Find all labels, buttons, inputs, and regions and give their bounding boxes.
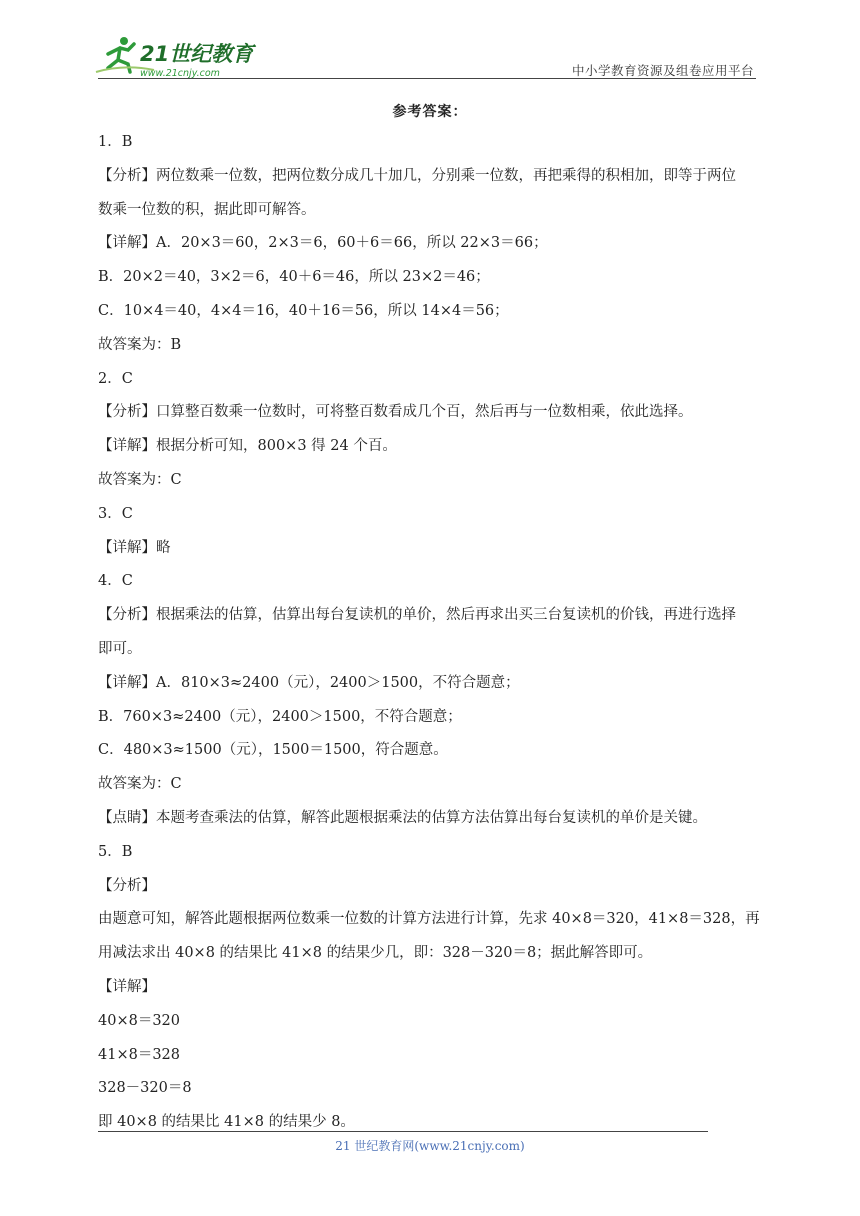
text-line: 【详解】A．20×3＝60，2×3＝6，60＋6＝66，所以 22×3＝66； [98, 235, 548, 252]
text-line: 1．B [98, 134, 133, 150]
footer-divider [98, 1131, 708, 1132]
svg-text:www.21cnjy.com: www.21cnjy.com [140, 68, 220, 79]
text-line: 由题意可知，解答此题根据两位数乘一位数的计算方法进行计算，先求 40×8＝320，41×8＝328，再 [98, 911, 760, 928]
text-line: 故答案为：C [98, 776, 182, 793]
site-logo [94, 34, 264, 82]
text-line: 【详解】根据分析可知，800×3 得 24 个百。 [98, 438, 397, 455]
answers-title: 参考答案： [392, 104, 468, 120]
text-line: C．10×4＝40，4×4＝16，40＋16＝56，所以 14×4＝56； [98, 302, 509, 319]
text-line: 【详解】A．810×3≈2400（元），2400＞1500，不符合题意； [98, 674, 520, 691]
platform-name: 中小学教育资源及组卷应用平台 [571, 63, 754, 78]
text-line: 【分析】两位数乘一位数，把两位数分成几十加几，分别乘一位数，再把乘得的积相加，即等于两位 [98, 167, 736, 184]
text-line: 5．B [98, 843, 133, 860]
text-line: 【分析】根据乘法的估算，估算出每台复读机的单价，然后再求出买三台复读机的价钱，再进行选择 [98, 607, 736, 624]
text-line: 故答案为：C [98, 471, 182, 488]
text-line: 即可。 [98, 640, 142, 657]
text-line: C．480×3≈1500（元），1500＝1500，符合题意。 [98, 742, 448, 759]
page-footer: 21 世纪教育网(www.21cnjy.com) [335, 1139, 525, 1153]
text-line: 4．C [98, 573, 133, 590]
text-line: 数乘一位数的积，据此即可解答。 [98, 201, 316, 218]
text-line: 用减法求出 40×8 的结果比 41×8 的结果少几，即：328－320＝8；据此解答即可。 [98, 945, 653, 962]
svg-text:21世纪教育: 21世纪教育 [140, 42, 254, 66]
text-line: 2．C [98, 370, 133, 387]
runner-logo-icon [94, 34, 264, 82]
text-line: 即 40×8 的结果比 41×8 的结果少 8。 [98, 1114, 355, 1131]
text-line: 3．C [98, 505, 133, 522]
text-line: 【详解】 [98, 978, 156, 995]
text-line: 41×8＝328 [98, 1046, 181, 1063]
text-line: 故答案为：B [98, 336, 182, 353]
text-line: 【分析】口算整百数乘一位数时，可将整百数看成几个百，然后再与一位数相乘，依此选择。 [98, 404, 693, 421]
text-line: 【详解】略 [98, 539, 171, 556]
text-line: 40×8＝320 [98, 1012, 181, 1029]
text-line: 【点睛】本题考查乘法的估算，解答此题根据乘法的估算方法估算出每台复读机的单价是关键。 [98, 809, 707, 826]
text-line: 【分析】 [98, 877, 156, 894]
header-divider [98, 78, 756, 79]
page-header [0, 0, 860, 90]
text-line: B．760×3≈2400（元），2400＞1500，不符合题意； [98, 708, 462, 725]
text-line: B．20×2＝40，3×2＝6，40＋6＝46，所以 23×2＝46； [98, 269, 490, 286]
text-line: 328－320＝8 [98, 1080, 192, 1097]
answer-content [98, 126, 764, 1140]
